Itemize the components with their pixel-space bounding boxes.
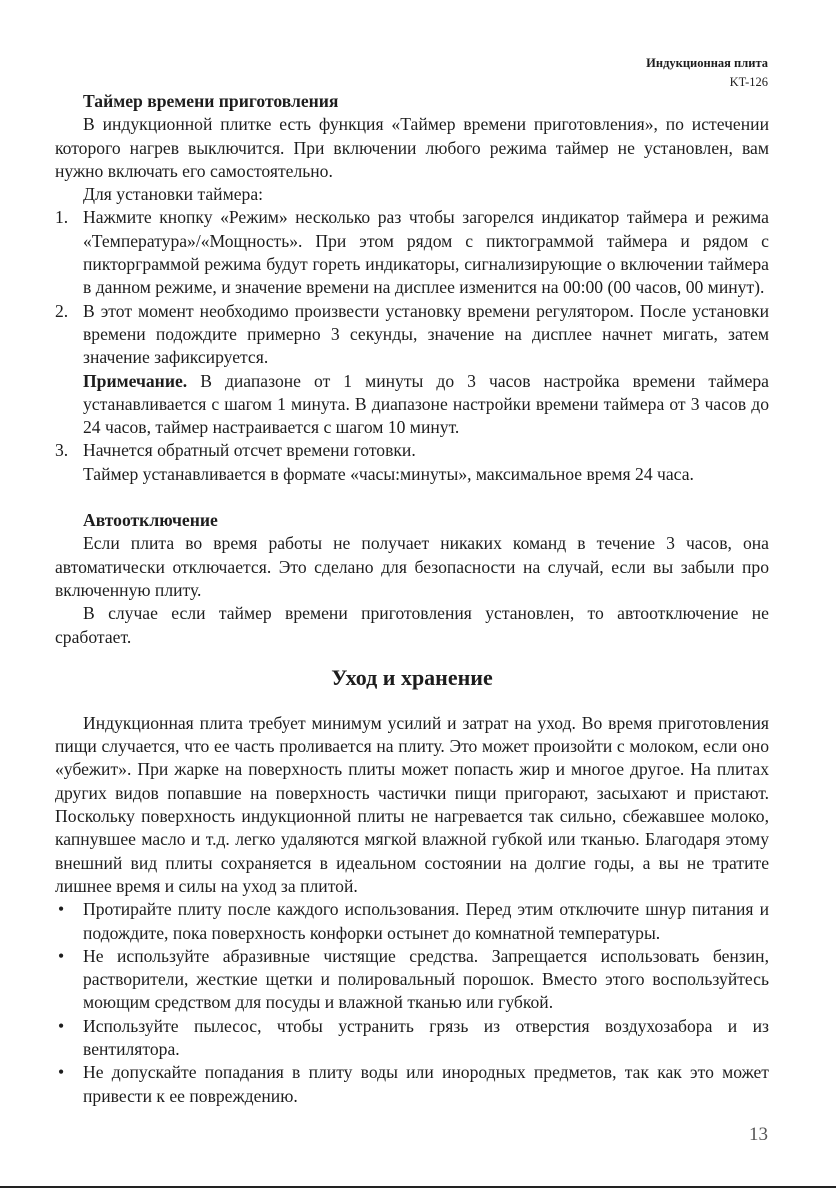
list-item — [55, 945, 769, 1015]
timer-setup-intro: Для установки таймера: — [83, 184, 264, 205]
bullet-icon: • — [58, 899, 65, 920]
timer-heading: Таймер времени приготовления — [83, 91, 339, 111]
care-bullet-list — [55, 898, 769, 1108]
list-item — [55, 300, 769, 440]
note-text: В диапазоне от 1 минуты до 3 часов настройка времени таймера устанавливается с шагом 1 минута. В диапазоне настройки времени таймера от 3 часов до 24 часов, таймер настраивается с шагом 10 минут. — [83, 370, 769, 438]
step-number: 1. — [55, 207, 69, 228]
list-item — [55, 206, 769, 299]
list-item — [55, 1015, 769, 1062]
care-paragraph: Индукционная плита требует минимум усилий и затрат на уход. Во время приготовления пищи случается, что ее часть проливается на плиту. Это может произойти с молоком, если оно «убежит». При жарке на поверхность плиты может попасть жир и многое другое. На плитах других видов попавшие на поверхность частички пищи пригорают, засыхают и пристают. Поскольку поверхность индукционной плиты не нагревается так сильно, сбежавшее молоко, капнувшее масло и т.д. легко удаляются мягкой влажной губкой или тканью. Благодаря этому внешний вид плиты сохраняется в идеальном состоянии на долгие годы, а вы не тратите лишнее время и силы на уход за плитой. — [55, 712, 769, 896]
bullet-text: Не используйте абразивные чистящие средства. Запрещается использовать бензин, растворители, жесткие щетки и полировальный порошок. Вместо этого воспользуйтесь моющим средством для посуды и влажной тканью или губкой. — [83, 945, 769, 1013]
timer-paragraph: В индукционной плитке есть функция «Таймер времени приготовления», по истечении которого нагрев выключится. При включении любого режима таймер не установлен, вам нужно включать его самостоятельно. — [55, 114, 769, 181]
step-text: Нажмите кнопку «Режим» несколько раз чтобы загорелся индикатор таймера и режима «Температура»/«Мощность». При этом рядом с пиктограммой таймера и рядом с пикторграммой режима будут гореть индикаторы, сигнализирующие о включении таймера в данном режиме, и значение времени на дисплее изменится на 00:00 (00 часов, 00 минут). — [83, 207, 769, 298]
bullet-text: Протирайте плиту после каждого использования. Перед этим отключите шнур питания и подождите, пока поверхность конфорки остынет до комнатной температуры. — [83, 899, 769, 943]
header-title: Индукционная плита — [646, 56, 768, 70]
section-title: Уход и хранение — [331, 664, 493, 690]
auto-off-heading: Автоотключение — [83, 510, 218, 531]
bullet-icon: • — [58, 1015, 65, 1036]
step-number: 3. — [55, 440, 69, 461]
timer-format-text: Таймер устанавливается в формате «часы:минуты», максимальное время 24 часа. — [83, 463, 694, 484]
bottom-rule — [0, 1186, 836, 1188]
page-header — [646, 54, 768, 92]
list-item — [55, 1061, 769, 1108]
step-text: В этот момент необходимо произвести установку времени регулятором. После установки времени подождите примерно 3 секунды, значение на дисплее начнет мигать, затем значение зафиксируется. — [83, 300, 769, 368]
timer-note — [83, 370, 769, 440]
bullet-icon: • — [58, 945, 65, 966]
note-label: Примечание. — [83, 370, 188, 391]
timer-steps-list — [55, 206, 769, 486]
list-item — [55, 898, 769, 945]
header-model: KT-126 — [729, 75, 768, 89]
step-text: Начнется обратный отсчет времени готовки. — [83, 440, 416, 461]
page-number: 13 — [749, 1124, 768, 1145]
page-content — [55, 90, 769, 1108]
bullet-text: Не допускайте попадания в плиту воды или инородных предметов, так как это может привести к ее повреждению. — [83, 1062, 769, 1106]
bullet-icon: • — [58, 1062, 65, 1083]
bullet-text: Используйте пылесос, чтобы устранить грязь из отверстия воздухозабора и из вентилятора. — [83, 1015, 769, 1059]
list-item — [55, 439, 769, 486]
auto-off-paragraph-2: В случае если таймер времени приготовления установлен, то автоотключение не сработает. — [55, 603, 769, 647]
auto-off-paragraph: Если плита во время работы не получает никаких команд в течение 3 часов, она автоматически отключается. Это сделано для безопасности на случай, если вы забыли про включенную плиту. — [55, 533, 769, 600]
step-number: 2. — [55, 300, 69, 321]
